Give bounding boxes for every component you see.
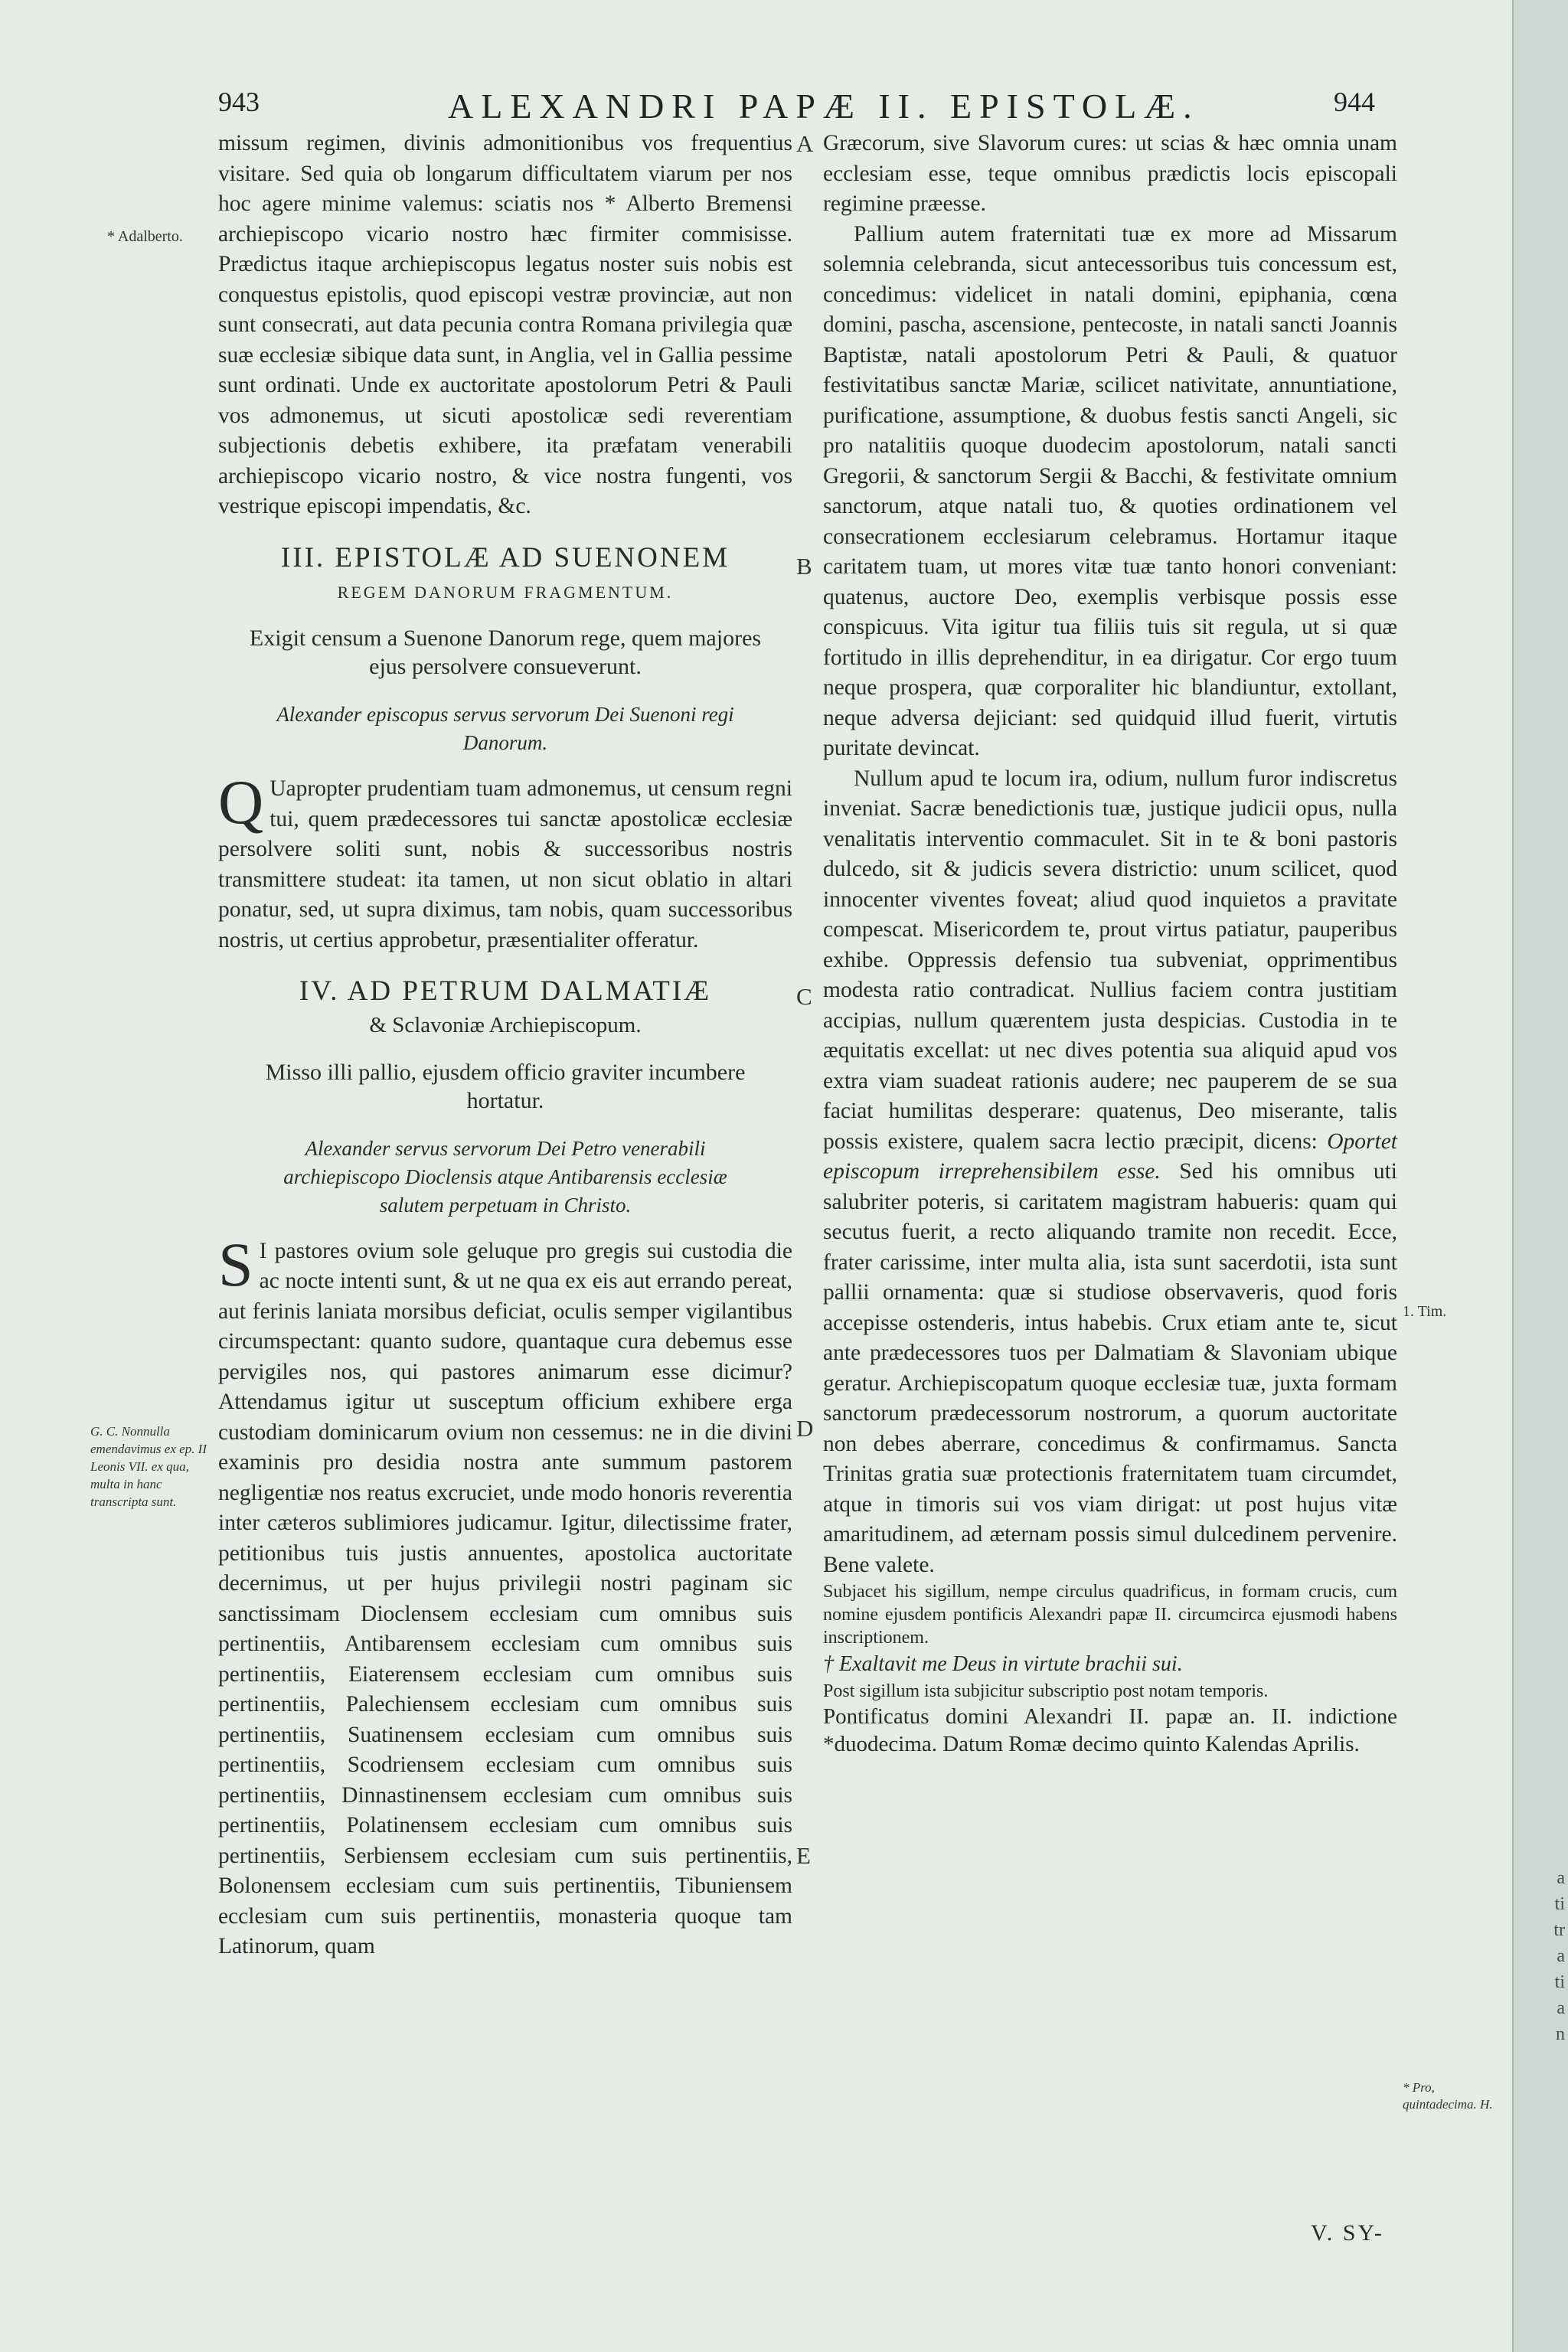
section-3-text: Uapropter prudentiam tuam admonemus, ut censum regni tui, quem prædecessores tui sanctæ apostolicæ ecclesiæ persolvere soliti sunt, nobis & successoribus nostris transmittere studeat: ita tamen, ut non sicut oblatio in altari ponatur, sed, ut supra diximus, tam nobis, quam successoribus nostris, ut certius approbetur, præsentialiter offeratur. — [218, 776, 792, 952]
page-number-left: 943 — [218, 87, 260, 117]
section-3-address: Alexander episcopus servus servorum Dei Suenoni regi Danorum. — [276, 703, 734, 754]
edge-fragment: tr — [1553, 1920, 1565, 1940]
edge-fragment: a — [1557, 1868, 1565, 1888]
section-3-subtitle: REGEM DANORUM FRAGMENTUM. — [337, 582, 674, 602]
running-title: ALEXANDRI PAPÆ II. EPISTOLÆ. — [448, 87, 1200, 126]
margin-note-adalberto: * Adalberto. — [107, 228, 183, 245]
drop-cap-s: S — [218, 1229, 253, 1299]
section-4-subtitle: & Sclavoniæ Archiepiscopum. — [369, 1013, 642, 1037]
margin-note-quintadecima: * Pro, quintadecima. H. — [1403, 2080, 1493, 2112]
right-paragraph-1: Græcorum, sive Slavorum cures: ut scias & hæc omnia unam ecclesiam esse, teque omnibus prædictis locis episcopali regimine præesse. — [823, 131, 1397, 216]
section-4-summary: Misso illi pallio, ejusdem officio graviter incumbere hortatur. — [265, 1059, 746, 1113]
page-number-right: 944 — [1334, 87, 1375, 117]
margin-note-timothy: 1. Tim. — [1403, 1303, 1447, 1320]
right-paragraph-2: Pallium autem fraternitati tuæ ex more ad Missarum solemnia celebranda, sicut antecessoribus tuis concessum est, concedimus: videlicet in natali domini, epiphania, cœna domini, pascha, ascensione, pentecoste, in natali sancti Joannis Baptistæ, natali apostolorum Petri & Pauli, & quatuor festivitatibus sanctæ Mariæ, scilicet nativitate, annuntiatione, purificatione, assumptione, & duobus festis sancti Angeli, sic pro natalitiis quoque duodecim apostolorum, natali sancti Gregorii, & sanctorum Sergii & Bacchi, & festivitate omnium sanctorum, atque natali tuo, & quoties ordinationem vel consecrationem ecclesiarum celebramus. Hortamur itaque caritatem tuam, ut mores vitæ tuæ tanto honori conveniant: quatenus, auctore Deo, exemplis verbisque possis esse conspicuus. Vita igitur tua filiis tuis sit regula, ut si quæ fortitudo in illis deprehenditur, in ea dirigatur. Cor ergo tuum neque prospera, quæ corporaliter hic blandiuntur, extollant, neque adversa dejiciant: sed quidquid illud fuerit, virtutis puritate devincat. — [823, 221, 1397, 760]
section-3-summary: Exigit censum a Suenone Danorum rege, quem majores ejus persolvere consueverunt. — [249, 626, 762, 679]
right-paragraph-3 — [823, 764, 1397, 1581]
right-paragraph-3-b: Sed his omnibus uti salubriter poteris, si caritatem magistram habueris: quam qui secutus fuerit, a recto aliquando tramite non recedit. Ecce, frater carissime, inter multa alia, ista sunt sacerdotii, ista sunt pallii ornamenta: quæ si studiose observaveris, quod foris accepisse ostenderis, intus habebis. Crux etiam ante te, sicut ante prædecessores tuos per Dalmatiam & Slavoniam ubique geratur. Archiepiscopatum quoque ecclesiæ tuæ, juxta formam sanctorum prædecessorum nostrorum, a quorum auctoritate non debes aberrare, concedimus & confirmamus. Sancta Trinitas gratia suæ protectionis fraternitatem tuam circumdet, atque in timoris sui vos viam dirigat: ut post hujus vitæ amaritudinem, ad æternam possis simul dulcedinem pervenire. Bene valete. — [823, 1159, 1398, 1577]
section-4-text: I pastores ovium sole geluque pro gregis sui custodia die ac nocte intenti sunt, & ut ne qua ex eis aut errando pereat, aut ferinis laniata morsibus deficiat, oculis semper vigilantibus circumspectant: quanto sudore, quantaque cura debemus esse pervigiles nos, qui pastores animarum esse dicimur? Attendamus igitur ut susceptum officium exhibere erga custodiam dominicarum ovium non cessemus: ne in die divini examinis pro desidia nostra ante summum pastorem negligentiæ nos reatus excruciet, unde modo honoris reverentia inter cæteros sublimiores judicamur. Igitur, dilectissime frater, petitionibus tuis justis annuentes, apostolica auctoritate decernimus, ut per hujus privilegii nostri paginam sic sanctissimam Dioclensem ecclesiam cum omnibus suis pertinentiis, Antibarensem ecclesiam cum omnibus suis pertinentiis, Eiaterensem ecclesiam cum omnibus suis pertinentiis, Palechiensem ecclesiam cum omnibus suis pertinentiis, Suatinensem ecclesiam cum omnibus suis pertinentiis, Scodriensem ecclesiam cum omnibus suis pertinentiis, Dinnastinensem ecclesiam cum omnibus suis pertinentiis, Polatinensem ecclesiam cum omnibus suis pertinentiis, Serbiensem ecclesiam cum suis pertinentiis, Bolonensem ecclesiam cum suis pertinentiis, Tibuniensem ecclesiam cum suis pertinentiis, monasteria quoque tam Latinorum, quam — [218, 1238, 792, 1958]
intro-paragraph: missum regimen, divinis admonitionibus vos frequentius visitare. Sed quia ob longarum difficultatem viarum per nos hoc agere minime valemus: sciatis nos * Alberto Bremensi archiepiscopo vicario nostro hæc firmiter commisisse. Prædictus itaque archiepiscopus legatus noster suis nobis est conquestus epistolis, quod episcopi vestræ provinciæ, aut non sunt consecrati, aut data pecunia contra Romana privilegia quæ suæ ecclesiæ sibique data sunt, in Anglia, vel in Gallia pessime sunt ordinati. Unde ex auctoritate apostolorum Petri & Pauli vos admonemus, ut sicuti apostolicæ sedi reverentiam subjectionis debetis exhibere, ita præfatam venerabili archiepiscopo vicario nostro, & vice nostra fungenti, vos vestrique episcopi impendatis, &c. — [218, 131, 792, 518]
drop-cap-q: Q — [218, 767, 264, 837]
column-letter-c: C — [796, 983, 812, 1010]
edge-fragment: a — [1557, 1998, 1565, 2018]
right-paragraph-3-a: Nullum apud te locum ira, odium, nullum furor indiscretus inveniat. Sacræ benedictionis tuæ, justique judicii opus, nulla venalitatis interventio commaculet. Sit in te & boni pastoris dulcedo, sit & judicis severa districtio: unum scilicet, quod innocenter viventes foveat; aliud quod inquietos a pravitate compescat. Misericordem te, prout virtus patiatur, pauperibus exhibe. Oppressis defensio tua subveniat, opprimentibus modesta ratio contradicat. Nullius faciem contra justitiam accipias, nullum quærentem justa despicias. Custodia in te æquitatis excellat: ut nec dives potentia sua aliquid apud vos extra viam suadeat rationis audere; nec pauperem de se sua faciat humilitas desperare: quatenus, Deo miserante, talis possis existere, qualem sacra lectio præcipit, dicens: — [823, 766, 1397, 1154]
catchword: V. SY- — [1311, 2220, 1384, 2246]
date-line: Pontificatus domini Alexandri II. papæ an. II. indictione *duodecima. Datum Romæ decimo quinto Kalendas Aprilis. — [823, 1704, 1397, 1756]
edge-fragment: a — [1557, 1946, 1565, 1966]
edge-fragment: ti — [1554, 1972, 1565, 1992]
section-3-title: III. EPISTOLÆ AD SUENONEM — [280, 541, 730, 573]
column-letter-e: E — [796, 1842, 811, 1869]
subscription-note: Post sigillum ista subjicitur subscriptio post notam temporis. — [823, 1681, 1269, 1701]
edge-fragment: n — [1556, 2024, 1565, 2044]
edge-fragment: ti — [1554, 1894, 1565, 1914]
margin-note-emendation: G. C. Nonnulla emendavimus ex ep. II Leonis VII. ex qua, multa in hanc transcripta sunt. — [90, 1424, 207, 1509]
column-letter-b: B — [796, 553, 812, 580]
section-4-address: Alexander servus servorum Dei Petro venerabili archiepiscopo Dioclensis atque Antibarensis ecclesiæ salutem perpetuam in Christo. — [283, 1136, 727, 1217]
seal-note: Subjacet his sigillum, nempe circulus quadrificus, in formam crucis, cum nomine ejusdem pontificis Alexandri papæ II. circumcirca ejusmodi habens inscriptionem. — [823, 1582, 1397, 1648]
adjacent-page-edge — [1512, 0, 1568, 2352]
section-4-title: IV. AD PETRUM DALMATIÆ — [299, 975, 712, 1007]
column-letter-d: D — [796, 1415, 814, 1442]
right-column — [823, 129, 1397, 1758]
column-letter-a: A — [796, 130, 814, 157]
scripture-quote: Oportet episcopum irreprehensibilem esse. — [823, 1129, 1398, 1184]
left-column — [218, 129, 792, 1962]
seal-motto: † Exaltavit me Deus in virtute brachii sui. — [823, 1652, 1183, 1676]
